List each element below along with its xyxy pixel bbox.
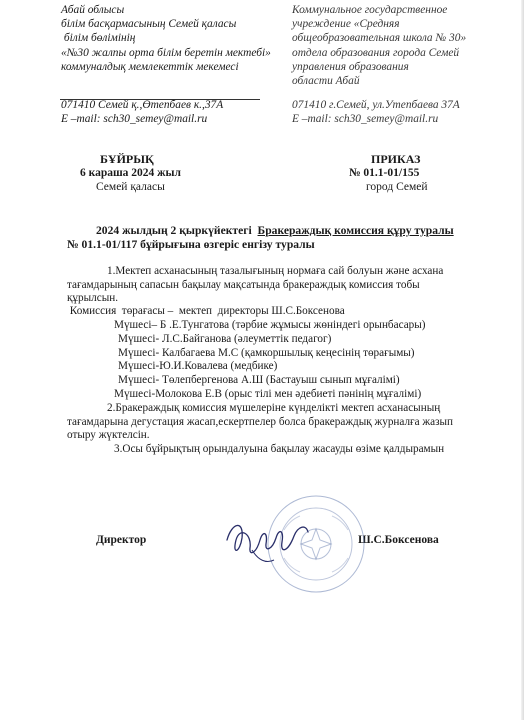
header-right-address: 071410 г.Семей, ул.Утепбаева 37А — [292, 99, 460, 112]
header-divider — [60, 99, 260, 100]
subject-line-1 — [96, 224, 454, 237]
paragraph-1-line-2: тағамдарының сапасын бақылау мақсатында бракераждық комиссия тобы — [67, 279, 420, 291]
member-item: Мүшесі-Ю.И.Ковалева (медбике) — [118, 360, 278, 372]
paragraph-1-line-3: құрылсын. — [67, 292, 118, 304]
header-right-line: общеобразовательная школа № 30» — [292, 32, 467, 45]
header-left-block — [61, 3, 271, 126]
director-name: Ш.С.Боксенова — [358, 534, 439, 546]
order-title-ru: ПРИКАЗ — [371, 152, 421, 166]
paragraph-3: 3.Осы бұйрықтың орындалуына бақылау жасауды өзіме қалдырамын — [114, 443, 445, 455]
header-left-line: «№30 жалпы орта білім беретін мектебі» — [61, 46, 271, 59]
member-item: Мүшесі- Калбагаева М.С (қамкоршылық кеңесінің төрағымы) — [118, 347, 415, 359]
header-right-line: области Абай — [292, 75, 360, 88]
header-right-line: отдела образования города Семей — [292, 46, 460, 59]
header-right-line: учреждение «Средняя — [292, 18, 400, 31]
order-city-ru: город Семей — [366, 181, 428, 193]
header-right-block — [292, 3, 466, 127]
header-left-line: коммуналдық мемлекеттік мекемесі — [61, 60, 239, 73]
signature-icon — [222, 510, 312, 568]
paragraph-2-line-3: отыру жүктелсін. — [67, 429, 150, 441]
paragraph-2-line-2: тағамдарына дегустация жасап,ескертпелер болса бракераждық журналға жазып — [67, 416, 454, 428]
header-right-line: управления образования — [292, 60, 409, 73]
header-left-line: білім бөлімінің — [61, 32, 136, 45]
header-left-line: білім басқармасының Семей қаласы — [61, 18, 237, 31]
director-label: Директор — [96, 534, 147, 546]
subject-line-2: № 01.1-01/117 бұйрығына өзгеріс енгізу туралы — [67, 238, 315, 251]
order-date: 6 караша 2024 жыл — [80, 167, 181, 179]
paragraph-2-line-1: 2.Бракераждық комиссия мүшелеріне күнделікті мектеп асханасының — [107, 402, 441, 414]
member-item: Мүшесі– Б .Е.Тунгатова (тәрбие жұмысы жөніндегі орынбасары) — [114, 319, 426, 331]
member-item: Мүшесі- Л.С.Байганова (әлеуметтік педагог) — [118, 333, 332, 345]
member-item: Мүшесі-Молокова Е.В (орыс тілі мен әдебиеті пәнінің мұғалімі) — [114, 388, 422, 400]
order-city-kz: Семей қаласы — [96, 181, 165, 193]
member-item: Мүшесі- Төлепбергенова А.Ш (Бастауыш сынып мұғалімі) — [118, 374, 400, 386]
header-right-email: E –mail: sch30_semey@mail.ru — [292, 113, 439, 126]
header-left-email: E –mail: sch30_semey@mail.ru — [61, 113, 208, 126]
header-right-line: Коммунальное государственное — [292, 4, 448, 16]
header-left-line: Абай облысы — [61, 4, 125, 16]
order-number: № 01.1-01/155 — [349, 167, 420, 179]
order-title-kz: БҰЙРЫҚ — [100, 152, 154, 166]
paragraph-1-line-1: 1.Мектеп асханасының тазалығының нормаға сай болуын және асхана — [107, 265, 444, 277]
subject-underlined: Бракераждық комиссия құру туралы — [257, 224, 454, 237]
subject-prefix: 2024 жылдың 2 қыркүйектегі — [96, 224, 258, 237]
header-left-address: 071410 Семей қ.,Өтепбаев к.,37А — [61, 99, 224, 112]
commission-chair: Комиссия төрағасы – мектеп директоры Ш.С.Боксенова — [67, 305, 345, 317]
